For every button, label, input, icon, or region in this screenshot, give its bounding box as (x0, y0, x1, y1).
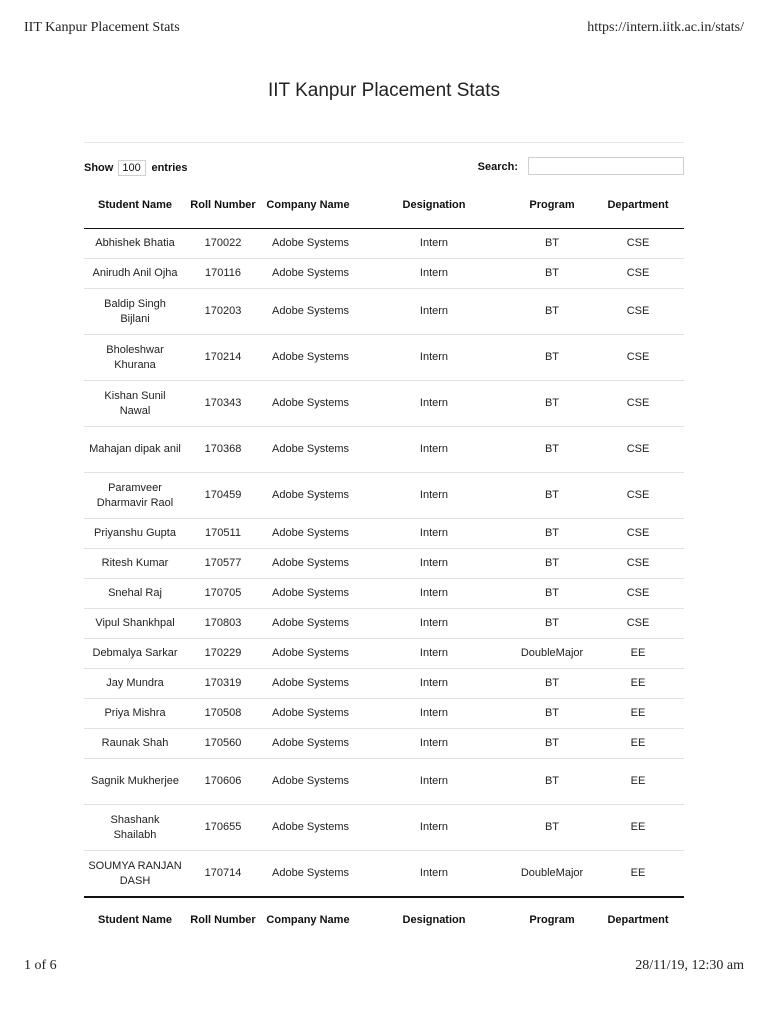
table-row (84, 729, 684, 759)
table-row (84, 473, 684, 519)
cell-program: BT (512, 549, 592, 579)
cell-program: BT (512, 519, 592, 549)
cell-roll-number: 170203 (186, 289, 260, 335)
table-row (84, 381, 684, 427)
header-department[interactable]: Department (592, 183, 684, 229)
table-row (84, 229, 684, 259)
header-roll-number[interactable]: Roll Number (186, 183, 260, 229)
cell-department: EE (592, 805, 684, 851)
cell-program: BT (512, 729, 592, 759)
header-student-name[interactable]: Student Name (84, 183, 186, 229)
cell-program: BT (512, 699, 592, 729)
cell-designation: Intern (356, 289, 512, 335)
cell-department: CSE (592, 473, 684, 519)
cell-designation: Intern (356, 851, 512, 898)
cell-program: BT (512, 579, 592, 609)
cell-program: DoubleMajor (512, 639, 592, 669)
cell-department: CSE (592, 519, 684, 549)
cell-program: BT (512, 427, 592, 473)
header-company-name[interactable]: Company Name (260, 183, 356, 229)
cell-department: CSE (592, 259, 684, 289)
footer-department: Department (592, 897, 684, 943)
show-label: Show (84, 162, 114, 174)
cell-company-name: Adobe Systems (260, 699, 356, 729)
cell-student-name: Mahajan dipak anil (84, 427, 186, 473)
print-footer (24, 958, 744, 976)
cell-program: BT (512, 381, 592, 427)
cell-student-name: Bholeshwar Khurana (84, 335, 186, 381)
cell-company-name: Adobe Systems (260, 851, 356, 898)
cell-student-name: Raunak Shah (84, 729, 186, 759)
table-row (84, 579, 684, 609)
cell-designation: Intern (356, 381, 512, 427)
cell-roll-number: 170606 (186, 759, 260, 805)
cell-designation: Intern (356, 805, 512, 851)
cell-student-name: Jay Mundra (84, 669, 186, 699)
cell-designation: Intern (356, 699, 512, 729)
cell-designation: Intern (419, 237, 449, 249)
table-row (84, 335, 684, 381)
cell-company-name: Adobe Systems (260, 759, 356, 805)
table-row (84, 519, 684, 549)
cell-designation: Intern (356, 759, 512, 805)
cell-department: EE (592, 851, 684, 898)
cell-program: BT (512, 289, 592, 335)
entries-length-control (84, 160, 188, 176)
footer-designation: Designation (356, 897, 512, 943)
cell-program: BT (512, 259, 592, 289)
footer-roll-number: Roll Number (186, 897, 260, 943)
cell-student-name: Shashank Shailabh (84, 805, 186, 851)
cell-designation: Intern (356, 427, 512, 473)
cell-roll-number: 170511 (186, 519, 260, 549)
cell-designation: Intern (356, 473, 512, 519)
footer-company-name: Company Name (260, 897, 356, 943)
table-row (84, 759, 684, 805)
table-row (84, 549, 684, 579)
cell-department: EE (592, 699, 684, 729)
entries-label: entries (151, 162, 188, 174)
cell-program: BT (512, 473, 592, 519)
cell-company-name: Adobe Systems (260, 427, 356, 473)
cell-company-name: Adobe Systems (260, 639, 356, 669)
cell-designation: Intern (356, 549, 512, 579)
table-row (84, 289, 684, 335)
table-controls (84, 157, 684, 179)
cell-designation: Intern (356, 579, 512, 609)
print-datetime: 28/11/19, 12:30 am (635, 958, 744, 973)
cell-designation: Intern (356, 259, 512, 289)
cell-company-name: Adobe Systems (260, 549, 356, 579)
cell-department: CSE (592, 609, 684, 639)
cell-department: CSE (592, 335, 684, 381)
cell-company-name: Adobe Systems (260, 805, 356, 851)
cell-student-name: Snehal Raj (84, 579, 186, 609)
cell-designation: Intern (356, 729, 512, 759)
cell-program: BT (512, 335, 592, 381)
cell-company-name: Adobe Systems (260, 669, 356, 699)
search-input[interactable] (528, 157, 684, 175)
table-row (84, 639, 684, 669)
cell-department: CSE (592, 549, 684, 579)
footer-program: Program (512, 897, 592, 943)
cell-roll-number: 170229 (186, 639, 260, 669)
cell-department: CSE (592, 579, 684, 609)
cell-company-name: Adobe Systems (260, 381, 356, 427)
table-row (84, 669, 684, 699)
search-label: Search: (477, 161, 518, 173)
cell-student-name: SOUMYA RANJAN DASH (84, 851, 186, 898)
cell-company-name: Adobe Systems (260, 609, 356, 639)
cell-roll-number: 170508 (186, 699, 260, 729)
cell-department: EE (592, 729, 684, 759)
cell-designation: Intern (356, 335, 512, 381)
cell-program: BT (512, 669, 592, 699)
cell-roll-number: 170022 (204, 237, 242, 249)
cell-program: BT (512, 805, 592, 851)
table-row (84, 805, 684, 851)
cell-department: CSE (592, 289, 684, 335)
cell-roll-number: 170319 (186, 669, 260, 699)
print-header (24, 20, 744, 38)
cell-roll-number: 170116 (186, 259, 260, 289)
table-body (84, 229, 684, 898)
cell-department: EE (592, 669, 684, 699)
cell-roll-number: 170368 (186, 427, 260, 473)
cell-student-name: Vipul Shankhpal (84, 609, 186, 639)
cell-company-name: Adobe Systems (260, 729, 356, 759)
cell-department: EE (592, 639, 684, 669)
cell-roll-number: 170577 (186, 549, 260, 579)
cell-program: DoubleMajor (512, 851, 592, 898)
table-header (84, 183, 684, 229)
cell-roll-number: 170803 (186, 609, 260, 639)
footer-student-name: Student Name (84, 897, 186, 943)
cell-company-name: Adobe Systems (260, 579, 356, 609)
cell-company-name: Adobe Systems (260, 289, 356, 335)
cell-program: BT (512, 759, 592, 805)
cell-student-name: Ritesh Kumar (84, 549, 186, 579)
cell-student-name: Sagnik Mukherjee (84, 759, 186, 805)
cell-roll-number: 170459 (186, 473, 260, 519)
cell-department: CSE (592, 381, 684, 427)
table-footer (84, 897, 684, 943)
cell-roll-number: 170214 (186, 335, 260, 381)
cell-roll-number: 170343 (186, 381, 260, 427)
cell-student-name: Anirudh Anil Ojha (84, 259, 186, 289)
print-header-title: IIT Kanpur Placement Stats (24, 20, 180, 35)
cell-department: CSE (592, 427, 684, 473)
entries-select[interactable]: 100 (118, 160, 146, 176)
cell-company-name: Adobe Systems (260, 473, 356, 519)
cell-roll-number: 170655 (186, 805, 260, 851)
cell-designation: Intern (356, 519, 512, 549)
title-divider (84, 142, 684, 143)
table-row (84, 259, 684, 289)
cell-department: CSE (626, 237, 650, 249)
placement-table (84, 183, 684, 943)
cell-roll-number: 170714 (186, 851, 260, 898)
cell-roll-number: 170560 (186, 729, 260, 759)
cell-company-name: Adobe Systems (272, 237, 350, 249)
cell-student-name: Kishan Sunil Nawal (84, 381, 186, 427)
table-row (84, 609, 684, 639)
cell-student-name: Priya Mishra (84, 699, 186, 729)
page-indicator: 1 of 6 (24, 958, 57, 973)
cell-student-name: Baldip Singh Bijlani (84, 289, 186, 335)
cell-student-name: Debmalya Sarkar (84, 639, 186, 669)
header-program[interactable]: Program (512, 183, 592, 229)
cell-designation: Intern (356, 639, 512, 669)
cell-student-name: Abhishek Bhatia (95, 237, 175, 249)
cell-roll-number: 170705 (186, 579, 260, 609)
cell-company-name: Adobe Systems (260, 519, 356, 549)
page-title: IIT Kanpur Placement Stats (268, 80, 500, 101)
print-header-url: https://intern.iitk.ac.in/stats/ (587, 20, 744, 35)
cell-company-name: Adobe Systems (260, 335, 356, 381)
cell-student-name: Paramveer Dharmavir Raol (84, 473, 186, 519)
cell-program: BT (512, 609, 592, 639)
cell-program: BT (544, 237, 560, 249)
header-designation[interactable]: Designation (356, 183, 512, 229)
cell-designation: Intern (356, 609, 512, 639)
cell-student-name: Priyanshu Gupta (84, 519, 186, 549)
table-row (84, 851, 684, 898)
table-row (84, 699, 684, 729)
cell-designation: Intern (356, 669, 512, 699)
cell-company-name: Adobe Systems (260, 259, 356, 289)
cell-department: EE (592, 759, 684, 805)
table-row (84, 427, 684, 473)
